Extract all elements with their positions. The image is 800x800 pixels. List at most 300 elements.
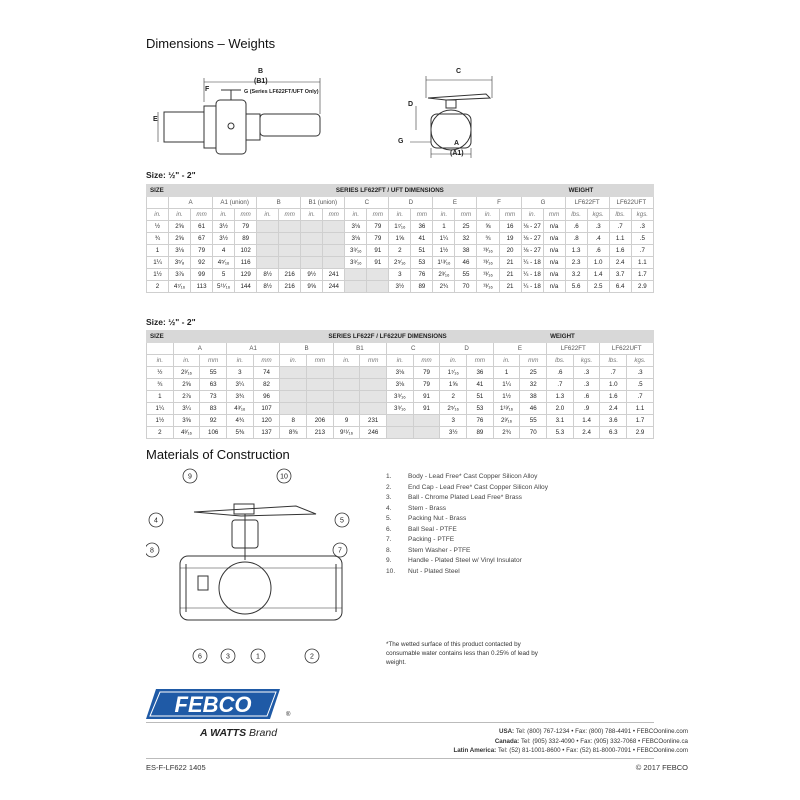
table-cell: 1½ xyxy=(147,415,174,427)
table-cell: 1.6 xyxy=(609,245,631,257)
table-cell: 51 xyxy=(411,245,433,257)
table-cell: 91 xyxy=(367,245,389,257)
unit-cell: mm xyxy=(467,355,494,367)
table-cell: 79 xyxy=(235,221,257,233)
dim-label-e: E xyxy=(153,116,158,123)
table-cell: 3⁹⁄₁₆ xyxy=(345,245,367,257)
table-row xyxy=(147,379,654,391)
febco-logo xyxy=(146,687,286,721)
column-group-header: C xyxy=(345,197,389,209)
callout-number: 8 xyxy=(150,547,154,555)
table-cell: 2¾ xyxy=(493,427,520,439)
table-cell: 2⅞ xyxy=(173,391,200,403)
table-cell: 3⁹⁄₁₆ xyxy=(387,391,414,403)
table-cell: .7 xyxy=(631,245,653,257)
table-cell xyxy=(280,367,307,379)
dim-label-a1: (A1) xyxy=(450,150,464,157)
table-cell: ¼ - 18 xyxy=(521,269,543,281)
unit-cell: in. xyxy=(169,209,191,221)
table-cell: 1.7 xyxy=(627,415,654,427)
table-row xyxy=(147,427,654,439)
table-cell: 1¼ xyxy=(147,403,174,415)
table-cell: n/a xyxy=(543,269,565,281)
table-cell: 36 xyxy=(467,367,494,379)
table-cell: 3⅛ xyxy=(387,367,414,379)
table-cell: 1.4 xyxy=(587,269,609,281)
table-cell: 2⁵⁄₁₆ xyxy=(389,257,411,269)
table-cell: .5 xyxy=(631,233,653,245)
table-cell: 1½ xyxy=(493,391,520,403)
contact-info xyxy=(453,727,688,756)
document-code: ES-F-LF622 1405 xyxy=(146,763,206,772)
table-cell: 1.4 xyxy=(573,415,600,427)
table-cell: 206 xyxy=(307,415,334,427)
unit-cell: in. xyxy=(521,209,543,221)
table-cell: ¹³⁄₁₆ xyxy=(477,245,499,257)
table-cell: 1.0 xyxy=(600,379,627,391)
table-cell: 53 xyxy=(467,403,494,415)
table-cell: 36 xyxy=(411,221,433,233)
table-cell: 82 xyxy=(253,379,280,391)
table-cell: 63 xyxy=(200,379,227,391)
table-row xyxy=(147,403,654,415)
table-cell: n/a xyxy=(543,257,565,269)
table-cell xyxy=(333,367,360,379)
table-cell: 102 xyxy=(235,245,257,257)
table-cell: 92 xyxy=(200,415,227,427)
callout-number: 10 xyxy=(280,473,288,481)
table-cell: 53 xyxy=(411,257,433,269)
dim-label-f: F xyxy=(205,86,210,93)
table-cell: 55 xyxy=(455,269,477,281)
unit-cell: in. xyxy=(387,355,414,367)
table-cell xyxy=(360,379,387,391)
table2-weight-header: WEIGHT xyxy=(547,331,654,343)
table-cell: 1⁷⁄₁₆ xyxy=(440,367,467,379)
copyright: © 2017 FEBCO xyxy=(635,763,688,772)
table-cell: 41 xyxy=(411,233,433,245)
table-cell: 129 xyxy=(235,269,257,281)
table-cell: 19 xyxy=(499,233,521,245)
callout-number: 5 xyxy=(340,517,344,525)
table-cell: 216 xyxy=(279,281,301,293)
table-cell: 2⅝ xyxy=(169,233,191,245)
table-cell: 4 xyxy=(213,245,235,257)
table-cell: 79 xyxy=(367,221,389,233)
table-cell: 9 xyxy=(333,415,360,427)
table-cell: 1⅝ xyxy=(440,379,467,391)
table-cell xyxy=(307,391,334,403)
table-cell: 144 xyxy=(235,281,257,293)
table-cell: 3¾ xyxy=(227,391,254,403)
dim-label-b: B xyxy=(258,68,264,75)
table-cell xyxy=(345,269,367,281)
table-cell: .6 xyxy=(587,245,609,257)
callout-number: 3 xyxy=(226,653,230,661)
table-cell: 91 xyxy=(413,403,440,415)
unit-cell: mm xyxy=(235,209,257,221)
table1-weight-header: WEIGHT xyxy=(565,185,653,197)
table-cell: 4¾ xyxy=(227,415,254,427)
table-cell: ⅛ - 27 xyxy=(521,245,543,257)
materials-list xyxy=(386,472,548,577)
table-cell: 1¼ xyxy=(433,233,455,245)
table-cell: ⅛ - 27 xyxy=(521,221,543,233)
table-cell: 8½ xyxy=(257,269,279,281)
lead-free-note: *The wetted surface of this product contacted by consumable water contains less than 0.25% of lead by weight. xyxy=(386,641,538,666)
table-cell xyxy=(301,245,323,257)
table-cell: .7 xyxy=(609,221,631,233)
dimension-diagram xyxy=(146,62,506,162)
column-group-header: B xyxy=(280,343,333,355)
table-cell xyxy=(345,281,367,293)
table-cell: 213 xyxy=(307,427,334,439)
unit-cell: mm xyxy=(279,209,301,221)
table-cell: 2³⁄₁₆ xyxy=(433,269,455,281)
table2-size-label: Size: ½" - 2" xyxy=(146,317,196,327)
table-cell: n/a xyxy=(543,281,565,293)
material-item: 6. Ball Seal - PTFE xyxy=(386,525,457,533)
table-cell: 3 xyxy=(227,367,254,379)
table-cell: .6 xyxy=(573,391,600,403)
table-cell xyxy=(333,379,360,391)
unit-cell: mm xyxy=(455,209,477,221)
table-cell: ¹³⁄₁₆ xyxy=(477,269,499,281)
table-cell: 1.0 xyxy=(587,257,609,269)
column-group-header: B1 (union) xyxy=(301,197,345,209)
unit-cell: lbs. xyxy=(565,209,587,221)
table-cell xyxy=(301,233,323,245)
table-cell: 79 xyxy=(191,245,213,257)
column-group-header: E xyxy=(433,197,477,209)
column-group-header: LF622FT xyxy=(547,343,600,355)
table-cell: 231 xyxy=(360,415,387,427)
table-cell: 3⅛ xyxy=(387,379,414,391)
table-cell: 3¼ xyxy=(173,403,200,415)
materials-title: Materials of Construction xyxy=(146,447,290,462)
table-cell: 1.6 xyxy=(600,391,627,403)
table-row xyxy=(147,367,654,379)
table-cell: 5.6 xyxy=(565,281,587,293)
table-cell: 92 xyxy=(191,257,213,269)
table-cell: 3⅞ xyxy=(169,269,191,281)
table-cell: 246 xyxy=(360,427,387,439)
table-cell: 55 xyxy=(520,415,547,427)
table-cell: 5 xyxy=(213,269,235,281)
table-cell: .7 xyxy=(627,391,654,403)
table-cell: 46 xyxy=(520,403,547,415)
unit-cell: kgs. xyxy=(631,209,653,221)
table-cell: 3⅛ xyxy=(345,233,367,245)
table-cell: ¼ - 18 xyxy=(521,257,543,269)
table-cell: 1 xyxy=(433,221,455,233)
table-cell: 3 xyxy=(389,269,411,281)
table-cell: 2³⁄₁₆ xyxy=(173,367,200,379)
table-cell: 5.3 xyxy=(547,427,574,439)
callout-number: 1 xyxy=(256,653,260,661)
unit-cell: mm xyxy=(499,209,521,221)
table-cell xyxy=(280,391,307,403)
table-cell: 89 xyxy=(411,281,433,293)
material-item: 3. Ball - Chrome Plated Lead Free* Brass xyxy=(386,494,522,501)
table-cell: 1⁷⁄₁₆ xyxy=(389,221,411,233)
table-cell: 3.1 xyxy=(547,415,574,427)
table-cell: 3½ xyxy=(213,233,235,245)
watts-brand-tagline: A WATTS Brand xyxy=(200,727,278,739)
dimensions-title: Dimensions – Weights xyxy=(146,36,276,51)
table-cell: 6.3 xyxy=(600,427,627,439)
column-group-header: G xyxy=(521,197,565,209)
table-cell: 1½ xyxy=(147,269,169,281)
table-cell: ¾ xyxy=(147,379,174,391)
unit-cell: mm xyxy=(307,355,334,367)
table-cell: 76 xyxy=(411,269,433,281)
dim-label-c: C xyxy=(456,68,462,75)
table-cell xyxy=(280,403,307,415)
contact-line: Canada: Tel: (905) 332-4090 • Fax: (905) 332-7068 • FEBCOonline.ca xyxy=(494,737,688,745)
table-cell: 1¼ xyxy=(493,379,520,391)
dim-label-a: A xyxy=(454,140,460,147)
table-cell: 1.1 xyxy=(631,257,653,269)
table-cell: 3⅛ xyxy=(345,221,367,233)
table-cell: 16 xyxy=(499,221,521,233)
table-cell: 2¾ xyxy=(433,281,455,293)
table-cell: 137 xyxy=(253,427,280,439)
table-cell: 1¹³⁄₁₆ xyxy=(433,257,455,269)
contact-line: USA: Tel: (800) 767-1234 • Fax: (800) 788-4491 • FEBCOonline.com xyxy=(498,728,688,735)
table-cell: .3 xyxy=(627,367,654,379)
table-cell: 2.9 xyxy=(631,281,653,293)
column-group-header: B xyxy=(257,197,301,209)
table2-series-header: SERIES LF622F / LF622UF DIMENSIONS xyxy=(227,331,547,343)
column-group-header: LF622UFT xyxy=(600,343,654,355)
table-cell: .8 xyxy=(565,233,587,245)
unit-cell: lbs. xyxy=(609,209,631,221)
table-cell xyxy=(333,391,360,403)
table-cell: 91 xyxy=(367,257,389,269)
unit-cell: in. xyxy=(213,209,235,221)
table-cell: 61 xyxy=(191,221,213,233)
material-item: 7. Packing - PTFE xyxy=(386,536,455,543)
table-cell xyxy=(257,221,279,233)
table-cell xyxy=(360,391,387,403)
table-cell: 3 xyxy=(440,415,467,427)
unit-cell: mm xyxy=(411,209,433,221)
table-cell: 96 xyxy=(253,391,280,403)
table-cell: 3.2 xyxy=(565,269,587,281)
table-cell xyxy=(279,233,301,245)
table-row xyxy=(147,391,654,403)
table-cell: 32 xyxy=(520,379,547,391)
table-row xyxy=(147,233,654,245)
table-cell: 2 xyxy=(147,281,169,293)
table-cell: 4⁷⁄₁₆ xyxy=(169,281,191,293)
table-cell: n/a xyxy=(543,245,565,257)
table-row xyxy=(147,281,654,293)
table-cell xyxy=(323,221,345,233)
table-cell xyxy=(279,245,301,257)
callout-number: 6 xyxy=(198,653,202,661)
unit-cell: in. xyxy=(301,209,323,221)
table-cell: 3⁹⁄₁₆ xyxy=(387,403,414,415)
table-cell xyxy=(367,281,389,293)
table-cell xyxy=(387,415,414,427)
unit-cell: in. xyxy=(389,209,411,221)
table-cell: 1⅝ xyxy=(389,233,411,245)
pipe-end-left xyxy=(164,112,204,142)
table-cell: 8⅜ xyxy=(280,427,307,439)
unit-cell: mm xyxy=(360,355,387,367)
unit-cell: in. xyxy=(227,355,254,367)
dim-label-g-series: G (Series LF622FT/UFT Only) xyxy=(244,89,319,95)
table-cell: 2.9 xyxy=(627,427,654,439)
unit-cell: mm xyxy=(543,209,565,221)
table-cell: ½ xyxy=(147,221,169,233)
unit-cell: kgs. xyxy=(587,209,609,221)
table-cell: 1.1 xyxy=(627,403,654,415)
callout-number: 7 xyxy=(338,547,342,555)
table-cell: ¹³⁄₁₆ xyxy=(477,257,499,269)
table-cell: 1.1 xyxy=(609,233,631,245)
table-cell: n/a xyxy=(543,233,565,245)
table-cell: 73 xyxy=(200,391,227,403)
column-group-header: C xyxy=(387,343,440,355)
unit-cell: in. xyxy=(147,355,174,367)
callout-number: 9 xyxy=(188,473,192,481)
table-cell: .7 xyxy=(600,367,627,379)
table-cell xyxy=(367,269,389,281)
table-row xyxy=(147,415,654,427)
table-cell: 6.4 xyxy=(609,281,631,293)
table-cell: 3⁵⁄₈ xyxy=(169,257,191,269)
material-item: 5. Packing Nut - Brass xyxy=(386,515,467,522)
unit-cell: kgs. xyxy=(627,355,654,367)
column-group-header: LF622UFT xyxy=(609,197,653,209)
table-cell: 3¼ xyxy=(227,379,254,391)
contact-line: Latin America: Tel: (52) 81-1001-8600 • Fax: (52) 81-8000-7091 • FEBCOonline.com xyxy=(453,747,688,754)
table-cell: 4³⁄₁₆ xyxy=(227,403,254,415)
table-cell: 2.5 xyxy=(587,281,609,293)
unit-cell: kgs. xyxy=(573,355,600,367)
unit-cell: lbs. xyxy=(600,355,627,367)
table-row xyxy=(147,257,654,269)
dimensions-table-lf622f xyxy=(146,330,654,439)
table-cell xyxy=(323,233,345,245)
table-cell: 1 xyxy=(147,245,169,257)
unit-cell: in. xyxy=(440,355,467,367)
table-row xyxy=(147,221,654,233)
table-cell: 3⅛ xyxy=(169,245,191,257)
table-cell: 8½ xyxy=(257,281,279,293)
unit-cell: in. xyxy=(433,209,455,221)
table1-size-label: Size: ½" - 2" xyxy=(146,170,196,180)
table-cell xyxy=(257,257,279,269)
table-cell: .3 xyxy=(631,221,653,233)
table-cell: ¾ xyxy=(477,233,499,245)
table-cell: 32 xyxy=(455,233,477,245)
table-cell: 3½ xyxy=(389,281,411,293)
material-item: 4. Stem - Brass xyxy=(386,504,447,512)
table-cell: 38 xyxy=(455,245,477,257)
table-cell xyxy=(280,379,307,391)
table-row xyxy=(147,269,654,281)
table-cell: ⅛ - 27 xyxy=(521,233,543,245)
table-cell: 241 xyxy=(323,269,345,281)
table-cell: ½ xyxy=(147,367,174,379)
table-cell xyxy=(323,257,345,269)
table-cell xyxy=(257,233,279,245)
column-group-header: D xyxy=(389,197,433,209)
table-cell xyxy=(413,427,440,439)
unit-cell: in. xyxy=(257,209,279,221)
table-cell: ¼ - 18 xyxy=(521,281,543,293)
callout-number: 4 xyxy=(154,517,158,525)
table-cell: 107 xyxy=(253,403,280,415)
unit-cell: in. xyxy=(173,355,200,367)
table-cell xyxy=(333,403,360,415)
table-cell: 9¹¹⁄₁₆ xyxy=(333,427,360,439)
unit-cell: mm xyxy=(191,209,213,221)
table-cell: 2.3 xyxy=(565,257,587,269)
table-cell xyxy=(307,367,334,379)
table-cell: 46 xyxy=(455,257,477,269)
material-item: 2. End Cap - Lead Free* Cast Copper Silicon Alloy xyxy=(386,483,549,491)
table-cell: 113 xyxy=(191,281,213,293)
table-cell: 91 xyxy=(413,391,440,403)
table-cell: .5 xyxy=(627,379,654,391)
logo-registered-mark: ® xyxy=(286,712,291,718)
table-cell xyxy=(360,403,387,415)
unit-cell: mm xyxy=(367,209,389,221)
table-cell: 9½ xyxy=(301,269,323,281)
unit-cell: mm xyxy=(520,355,547,367)
dim-label-d: D xyxy=(408,101,414,108)
table-cell: 38 xyxy=(520,391,547,403)
table-cell xyxy=(279,221,301,233)
table-cell: .3 xyxy=(573,379,600,391)
table-cell: 99 xyxy=(191,269,213,281)
table-cell: n/a xyxy=(543,221,565,233)
table-cell: 116 xyxy=(235,257,257,269)
column-group-header: A1 (union) xyxy=(213,197,257,209)
dim-label-b1: (B1) xyxy=(254,78,268,85)
table-cell xyxy=(413,415,440,427)
table-cell: 9⅝ xyxy=(301,281,323,293)
table-cell: 2 xyxy=(389,245,411,257)
unit-cell: in. xyxy=(333,355,360,367)
table-cell: 1.7 xyxy=(631,269,653,281)
unit-cell: in. xyxy=(280,355,307,367)
table-cell: 51 xyxy=(467,391,494,403)
table-cell xyxy=(257,245,279,257)
table-cell: 4⁵⁄₁₆ xyxy=(213,257,235,269)
table-cell: 3.7 xyxy=(609,269,631,281)
table-cell: 2.4 xyxy=(600,403,627,415)
table-row xyxy=(147,245,654,257)
table-cell: .3 xyxy=(573,367,600,379)
table-cell: 216 xyxy=(279,269,301,281)
table-cell: .3 xyxy=(587,221,609,233)
table-cell: 2⅝ xyxy=(173,379,200,391)
table-cell: 4³⁄₁₆ xyxy=(173,427,200,439)
table-cell: 1¼ xyxy=(147,257,169,269)
table-cell: 79 xyxy=(367,233,389,245)
callout-number: 2 xyxy=(310,653,314,661)
table-cell: .6 xyxy=(565,221,587,233)
table-cell: 1 xyxy=(493,367,520,379)
unit-cell: in. xyxy=(345,209,367,221)
material-item: 1. Body - Lead Free* Cast Copper Silicon Alloy xyxy=(386,473,538,480)
